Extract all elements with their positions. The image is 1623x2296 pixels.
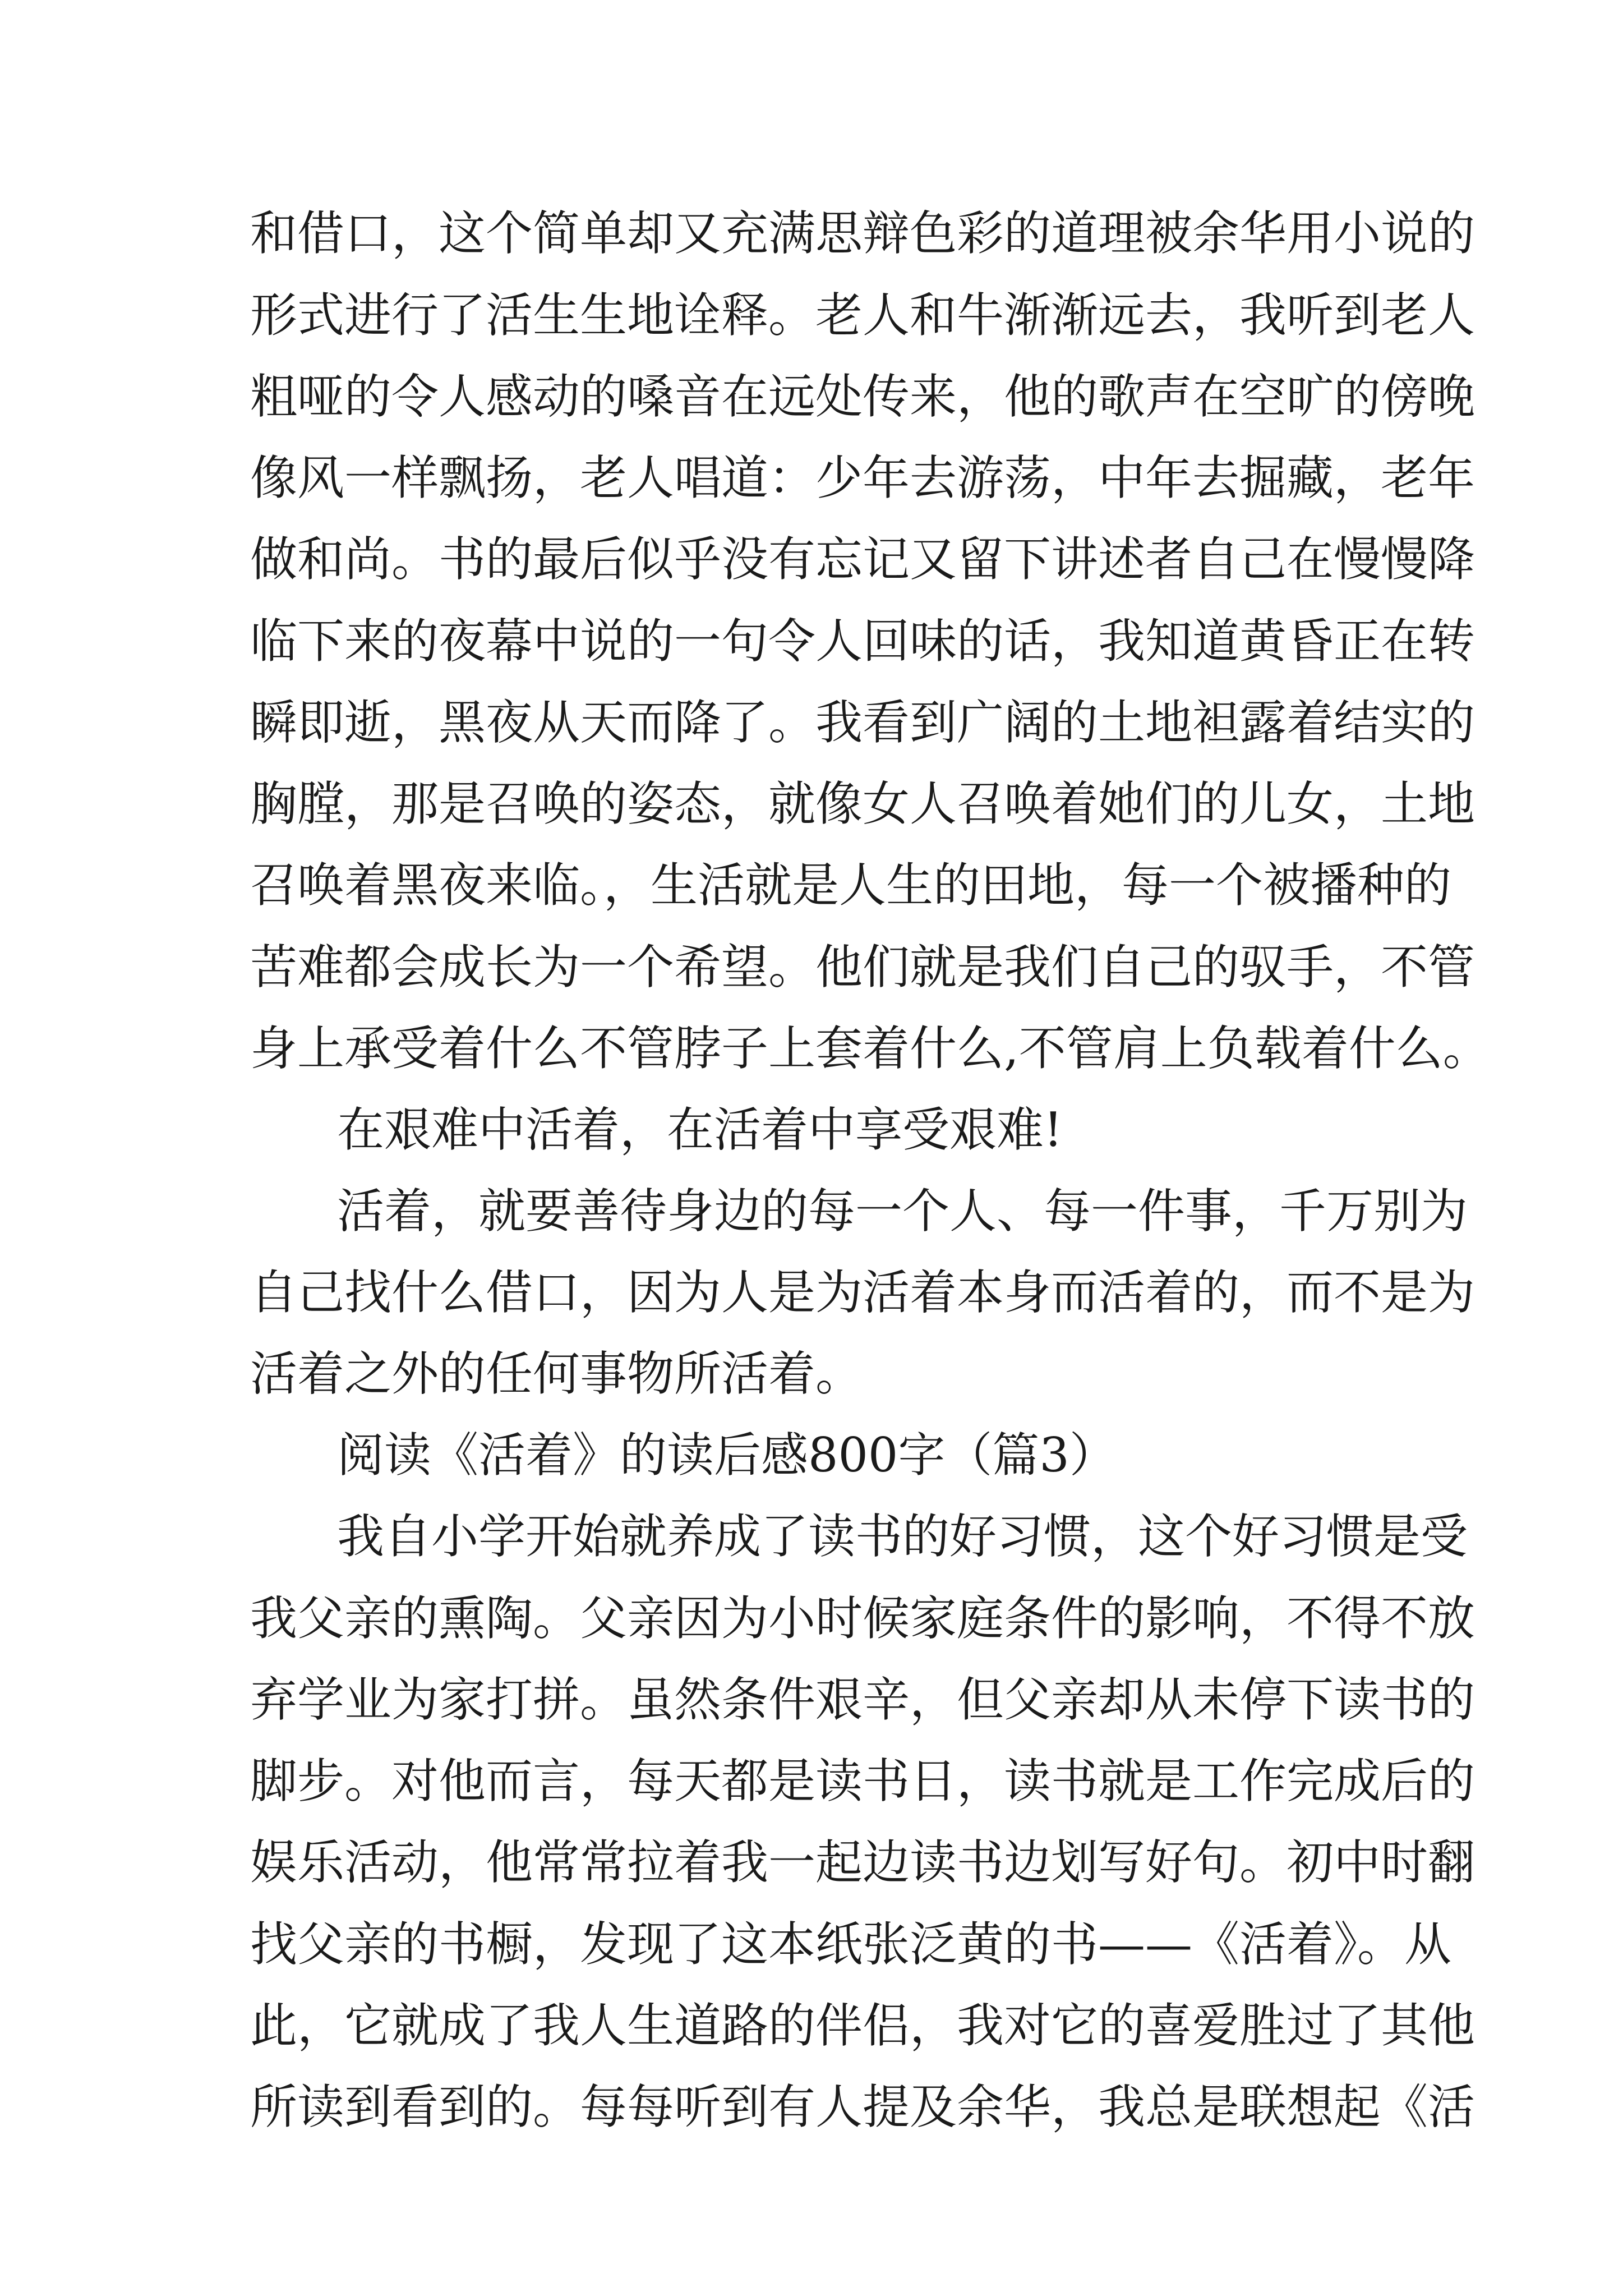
section-heading: 阅读《活着》的读后感800字（篇3）: [337, 1428, 1117, 1483]
text-line: 娱乐活动，他常常拉着我一起边读书边划写好句。初中时翻: [250, 1835, 1476, 1890]
text-line: 所读到看到的。每每听到有人提及余华，我总是联想起《活: [250, 2079, 1476, 2134]
paragraph-line: 我自小学开始就养成了读书的好习惯，这个好习惯是受: [337, 1509, 1468, 1564]
text-line: 此，它就成了我人生道路的伴侣，我对它的喜爱胜过了其他: [250, 1998, 1476, 2053]
text-line: 临下来的夜幕中说的一句令人回味的话，我知道黄昏正在转: [250, 614, 1476, 669]
text-line: 脚步。对他而言，每天都是读书日，读书就是工作完成后的: [250, 1754, 1476, 1809]
text-line: 和借口，这个简单却又充满思辩色彩的道理被余华用小说的: [250, 206, 1476, 261]
text-line: 我父亲的熏陶。父亲因为小时候家庭条件的影响，不得不放: [250, 1591, 1476, 1646]
text-line: 瞬即逝，黑夜从天而降了。我看到广阔的土地袒露着结实的: [250, 695, 1476, 750]
text-line: 活着之外的任何事物所活着。: [250, 1346, 863, 1401]
text-line: 召唤着黑夜来临。，生活就是人生的田地，每一个被播种的: [250, 858, 1452, 913]
text-line: 自己找什么借口，因为人是为活着本身而活着的，而不是为: [250, 1265, 1476, 1320]
text-line: 像风一样飘扬，老人唱道：少年去游荡，中年去掘藏，老年: [250, 450, 1476, 505]
paragraph-line: 活着，就要善待身边的每一个人、每一件事，千万别为: [337, 1184, 1468, 1239]
text-line: 粗哑的令人感动的嗓音在远处传来，他的歌声在空旷的傍晚: [250, 369, 1476, 424]
text-line: 找父亲的书橱，发现了这本纸张泛黄的书——《活着》。从: [250, 1917, 1452, 1972]
text-line: 身上承受着什么不管脖子上套着什么,不管肩上负载着什么。: [250, 1021, 1490, 1076]
text-line: 形式进行了活生生地诠释。老人和牛渐渐远去，我听到老人: [250, 288, 1476, 343]
text-line: 苦难都会成长为一个希望。他们就是我们自己的驭手，不管: [250, 940, 1476, 995]
text-line: 弃学业为家打拼。虽然条件艰辛，但父亲却从未停下读书的: [250, 1672, 1476, 1727]
paragraph-line: 在艰难中活着，在活着中享受艰难!: [337, 1102, 1063, 1157]
text-line: 做和尚。书的最后似乎没有忘记又留下讲述者自己在慢慢降: [250, 532, 1476, 587]
text-line: 胸膛，那是召唤的姿态，就像女人召唤着她们的儿女，土地: [250, 776, 1476, 831]
